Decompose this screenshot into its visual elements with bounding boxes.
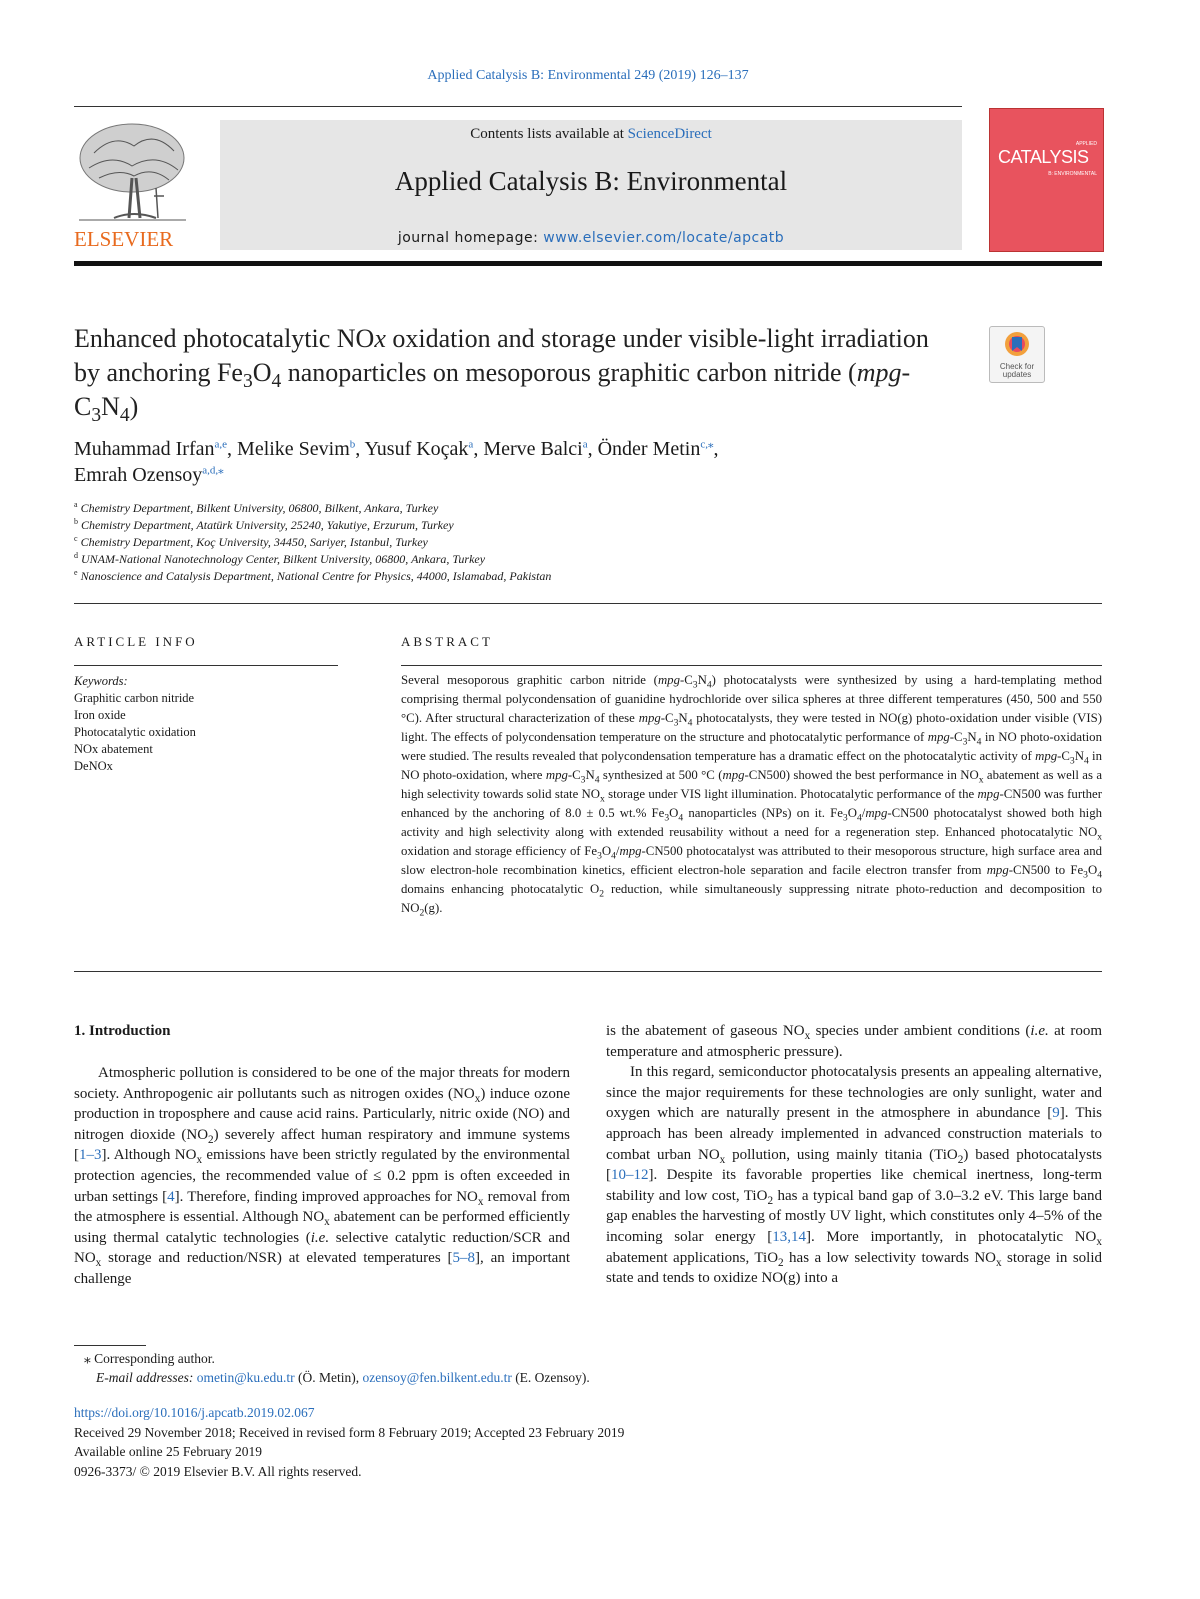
publication-info	[74, 1403, 1102, 1481]
paragraph: Atmospheric pollution is considered to be one of the major threats for modern society. Anthropogenic air pollutants such as nitrogen oxides $(NO_x)$ induce ozone production in troposphere and cause acid rains. Particularly, nitric oxide (NO) and nitrogen dioxide $(NO_2)$ severely affect human respiratory and immune systems [1–3]. Although $NO_x$ emissions have been strictly regulated by the environmental protection agencies, the recommended value of ≤ 0.2 ppm is often exceeded in urban settings [4]. Therefore, finding improved approaches for $NO_x$ removal from the atmosphere is essential. Although $NO_x$ abatement can be performed efficiently using thermal catalytic technologies (i.e. selective catalytic reduction/SCR and $NO_x$ storage and reduction/NSR) at elevated temperatures [5–8], an important challenge	[74, 1065, 571, 1287]
cover-sub-label: B: ENVIRONMENTAL	[1048, 171, 1097, 177]
body-column-left	[74, 1063, 570, 1290]
citation-header[interactable]: Applied Catalysis B: Environmental 249 (2019) 126–137	[427, 68, 749, 83]
masthead-divider	[74, 261, 1102, 266]
introduction-heading: 1. Introduction	[74, 1023, 171, 1039]
paragraph: In this regard, semiconductor photocatalysis presents an appealing alternative, since the major requirements for these technologies are only sunlight, water and oxygen which are naturally present in the atmosphere in abundance [9]. This approach has been already implemented in advanced construction materials to combat urban $NO_x$ pollution, using mainly titania (TiO$_2$) based photocatalysts [10–12]. Despite its favorable properties like chemical inertness, long-term stability and low cost, TiO$_2$ has a typical band gap of 3.0–3.2 eV. This large band gap enables the harvesting of mostly UV light, which constitutes only 4–5% of the incoming solar energy [13,14]. More importantly, in photocatalytic $NO_x$ abatement applications, TiO$_2$ has a low selectivity towards $NO_x$ storage in solid state and tends to oxidize NO(g) into a	[606, 1064, 1103, 1287]
keyword-item: NOx abatement	[74, 742, 153, 756]
copyright: 0926-3373/ © 2019 Elsevier B.V. All rights reserved.	[74, 1463, 362, 1479]
paragraph: is the abatement of gaseous $NO_x$ species under ambient conditions (i.e. at room temperature and atmospheric pressure).	[606, 1023, 1102, 1060]
article-info-rule	[74, 665, 338, 666]
email-link[interactable]: ozensoy@fen.bilkent.edu.tr	[362, 1369, 512, 1385]
doi-link[interactable]: https://doi.org/10.1016/j.apcatb.2019.02.067	[74, 1405, 315, 1420]
received-dates: Received 29 November 2018; Received in revised form 8 February 2019; Accepted 23 February 2019	[74, 1424, 625, 1440]
affiliation-item: $^a$ Chemistry Department, Bilkent University, 06800, Bilkent, Ankara, Turkey	[74, 500, 439, 515]
affiliation-item: $^d$ UNAM-National Nanotechnology Center, Bilkent University, 06800, Ankara, Turkey	[74, 551, 486, 566]
footnote	[74, 1350, 1102, 1387]
abstract-text: Several mesoporous graphitic carbon nitride $(mpg-C_3N_4)$ photocatalysts were synthesized by using a hard-templating method comprising thermal polycondensation of guanidine hydrochloride over silica spheres at three different temperatures (450, 500 and 550 °C). After structural characterization of these mpg-$C_3N_4$ photocatalysts, they were tested in NO(g) photo-oxidation under visible (VIS) light. The effects of polycondensation temperature on the structure and photocatalytic performance of mpg-$C_3N_4$ in NO photo-oxidation were studied. The results revealed that polycondensation temperature has a dramatic effect on the photocatalytic activity of mpg-$C_3N_4$ in NO photo-oxidation, where mpg-$C_3N_4$ synthesized at 500 °C (mpg-CN500) showed the best performance in $NO_x$ abatement as well as a high selectivity towards solid state $NO_x$ storage under VIS light illumination. Photocatalytic performance of the mpg-CN500 was further enhanced by the anchoring of 8.0 ± 0.5 wt.% $Fe_3O_4$ nanoparticles (NPs) on it. $Fe_3O_4/mpg-CN500$ photocatalyst showed both high activity and high selectivity along with extended reusability without a need for a regeneration step. Enhanced photocatalytic $NO_x$ oxidation and storage efficiency of $Fe_3O_4/mpg-CN500$ photocatalyst was attributed to their mesoporous structure, high surface area and slow electron-hole recombination kinetics, efficient electron-hole separation and facile electron transfer from mpg-CN500 to $Fe_3O_4$ domains enhancing photocatalytic $O_2$ reduction, while simultaneously suppressing nitrate photo-reduction and decomposition to $NO_2(g)$.	[401, 673, 1103, 919]
keyword-item: Photocatalytic oxidation	[74, 725, 196, 739]
keyword-item: Iron oxide	[74, 708, 126, 722]
cover-title: CATALYSIS	[998, 147, 1089, 167]
keywords-block	[74, 673, 338, 775]
elsevier-tree-icon	[74, 118, 194, 250]
article-title: Enhanced photocatalytic NOx oxidation and storage under visible-light irradiation by anchoring $Fe_3O_4$ nanoparticles on mesoporous graphitic carbon nitride $(mpg-C_3N_4)$	[74, 324, 929, 427]
email-addresses: E-mail addresses: ometin@ku.edu.tr (Ö. Metin), ozensoy@fen.bilkent.edu.tr (E. Ozensoy).	[96, 1369, 590, 1385]
abstract-rule	[401, 665, 1102, 666]
online-date: Available online 25 February 2019	[74, 1444, 262, 1459]
journal-homepage: journal homepage: www.elsevier.com/locate/apcatb	[397, 230, 785, 246]
check-for-updates-button[interactable]	[989, 326, 1045, 383]
body-column-right	[606, 1021, 1102, 1289]
article-info-heading: ARTICLE INFO	[74, 634, 198, 649]
affiliation-item: $^e$ Nanoscience and Catalysis Department, National Centre for Physics, 44000, Islamabad, Pakistan	[74, 568, 552, 583]
affiliation-item: $^c$ Chemistry Department, Koç University, 34450, Sariyer, Istanbul, Turkey	[74, 534, 428, 549]
check-updates-icon	[990, 327, 1044, 363]
abstract-end-rule	[74, 971, 1102, 972]
elsevier-logo	[74, 118, 194, 250]
header-rule	[74, 106, 962, 107]
sciencedirect-link[interactable]: ScienceDirect	[627, 126, 712, 142]
email-link[interactable]: ometin@ku.edu.tr	[196, 1369, 295, 1385]
journal-masthead	[220, 120, 962, 250]
abstract-heading: ABSTRACT	[401, 634, 493, 649]
cover-pre-label: APPLIED	[1075, 141, 1097, 147]
journal-cover[interactable]	[989, 108, 1104, 252]
keyword-item: Graphitic carbon nitride	[74, 691, 195, 705]
section-rule	[74, 603, 1102, 604]
corresponding-author-note: ⁎ Corresponding author.	[84, 1351, 215, 1366]
check-updates-label: Check for updates	[999, 362, 1035, 379]
journal-title: Applied Catalysis B: Environmental	[394, 166, 788, 196]
keyword-item: DeNOx	[74, 759, 113, 773]
affiliation-item: $^b$ Chemistry Department, Atatürk University, 25240, Yakutiye, Erzurum, Turkey	[74, 517, 454, 532]
affiliations	[74, 500, 974, 585]
footnote-rule	[74, 1345, 146, 1346]
keywords-label: Keywords:	[74, 674, 128, 688]
homepage-link[interactable]: www.elsevier.com/locate/apcatb	[543, 230, 785, 246]
elsevier-wordmark: ELSEVIER	[74, 227, 174, 250]
author-list: Muhammad Irfan$^{a,e}$, Melike Sevim$^b$, Yusuf Koçak$^a$, Merve Balci$^a$, Önder Metin$^{c,⁎}$, Emrah Ozensoy$^{a,d,⁎}$	[74, 438, 719, 486]
contents-available: Contents lists available at ScienceDirect	[470, 126, 712, 142]
